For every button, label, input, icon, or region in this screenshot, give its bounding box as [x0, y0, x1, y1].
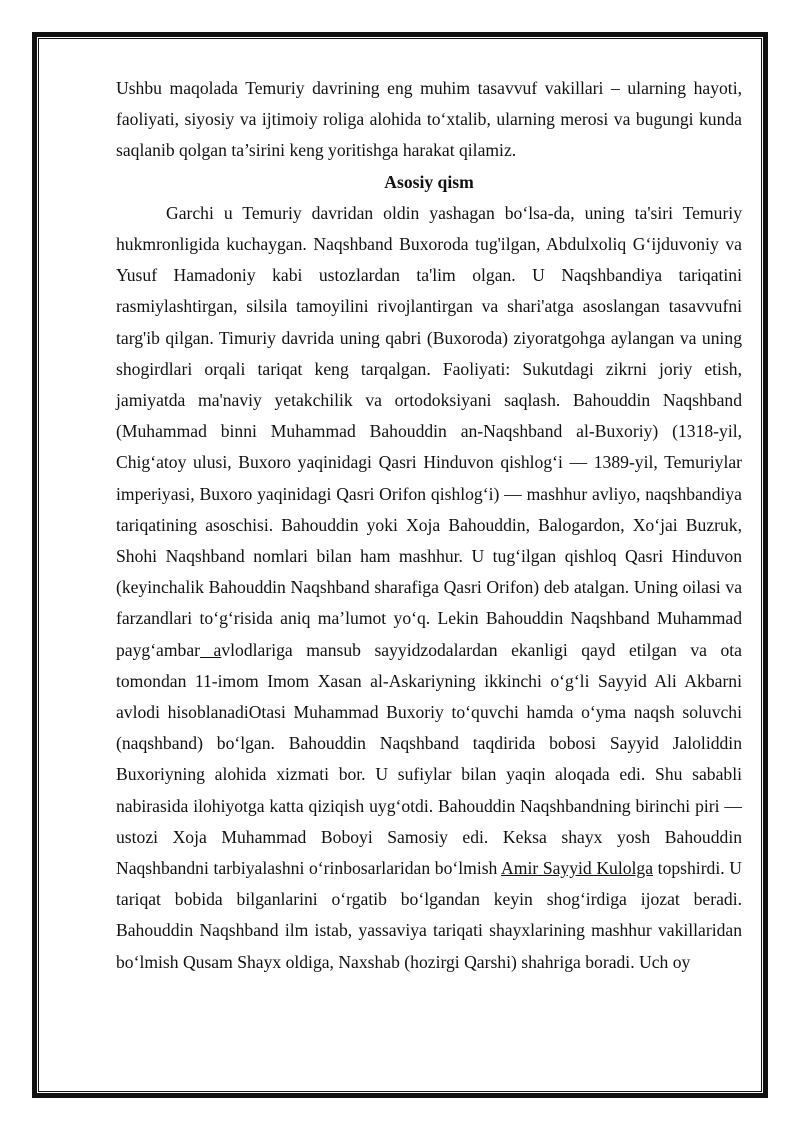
body-text-part5: topshirdi. U tariqat bobida bilganlarini o‘rgatib bo‘lgandan keyin shog‘irdiga ijozat beradi. Bahouddin Naqshband ilm istab, yassaviya tariqati shayxlarining mashhur vakillaridan bo‘lmish Qusam Shayx oldiga, Naxshab (hozirgi Qarshi) shahriga boradi. Uch oy — [116, 858, 742, 972]
underlined-link-name: Amir Sayyid Kulolga — [501, 858, 654, 879]
body-text-part3: vlodlariga mansub sayyidzodalardan ekanligi qayd etilgan va ota tomondan 11-imom Imom Xasan al-Askariyning ikkinchi o‘g‘li Sayyid Ali Akbarni avlodi hisoblanadiOtasi Muhammad Buxoriy to‘quvchi hamda o‘yma naqsh soluvchi (naqshband) bo‘lgan. Bahouddin Naqshband taqdirida bobosi Sayyid Jaloliddin Buxoriyning alohida xizmati bor. U sufiylar bilan yaqin aloqada edi. Shu sababli nabirasida ilohiyotga katta qiziqish uyg‘otdi. Bahouddin Naqshbandning birinchi piri — ustozi Xoja Muhammad Boboyi Samosiy edi. Keksa shayx yosh Bahouddin Naqshbandni tarbiyalashni o‘rinbosarlaridan bo‘lmish — [116, 639, 742, 879]
body-text-part1: Garchi u Temuriy davridan oldin yashagan bo‘lsa-da, uning ta'siri Temuriy hukmronligida kuchaygan. Naqshband Buxoroda tug'ilgan, Abdulxoliq G‘ijduvoniy va Yusuf Hamadoniy kabi ustozlardan ta'lim olgan. U Naqshbandiya tariqatini rasmiylashtirgan, silsila tamoyilini rivojlantirgan va shari'atga asoslangan tasavvufni targ'ib qilgan. Timuriy davrida uning qabri (Buxoroda) ziyoratgohga aylangan va uning shogirdlari orqali tariqat keng tarqalgan. Faoliyati: Sukutdagi zikrni joriy etish, jamiyatda ma'naviy yetakchilik va ortodoksiyani saqlash. Bahouddin Naqshband (Muhammad binni Muhammad Bahouddin an-Naqshband al-Buxoriy) (1318-yil, Chig‘atoy ulusi, Buxoro yaqinidagi Qasri Hinduvon qishlog‘i — 1389-yil, Temuriylar imperiyasi, Buxoro yaqinidagi Qasri Orifon qishlog‘i) — mashhur avliyo, naqshbandiya tariqatining asoschisi. Bahouddin yoki Xoja Bahouddin, Balogardon, Xo‘jai Buzruk, Shohi Naqshband nomlari bilan ham mashhur. U tug‘ilgan qishloq Qasri Hinduvon (keyinchalik Bahouddin Naqshband sharafiga Qasri Orifon) deb atalgan. Uning oilasi va farzandlari to‘g‘risida aniq ma’lumot yo‘q. Lekin Bahouddin Naqshband Muhammad payg‘ambar — [116, 202, 742, 660]
underlined-fragment: a — [200, 639, 222, 660]
document-content — [116, 73, 742, 978]
intro-paragraph: Ushbu maqolada Temuriy davrining eng muhim tasavvuf vakillari – ularning hayoti, faoliyati, siyosiy va ijtimoiy roliga alohida to‘xtalib, ularning merosi va bugungi kunda saqlanib qolgan ta’sirini keng yoritishga harakat qilamiz. — [116, 78, 742, 161]
section-heading: Asosiy qism — [384, 171, 474, 192]
body-paragraph — [116, 198, 742, 978]
